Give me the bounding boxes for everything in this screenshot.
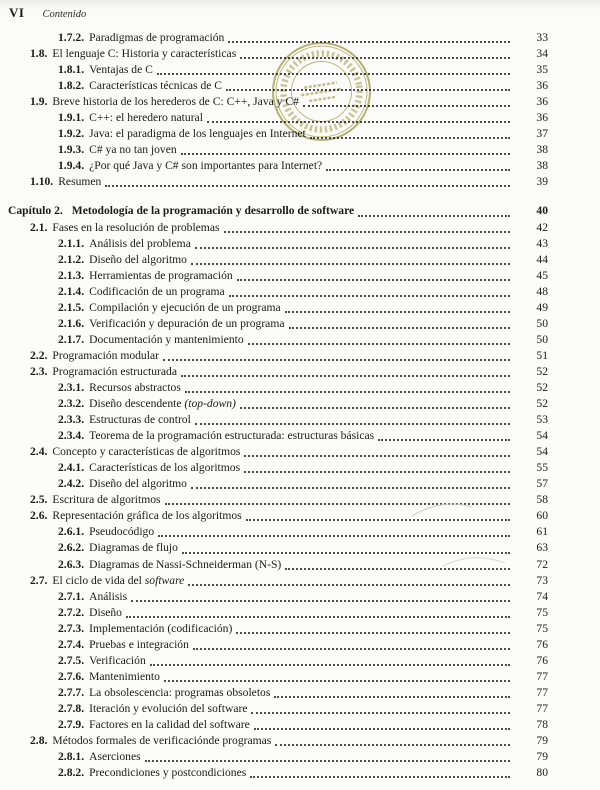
dot-leader	[240, 407, 510, 409]
toc-entry-title: Documentación y mantenimiento	[89, 332, 244, 346]
toc-row	[58, 557, 548, 573]
toc-entry-number: 1.9.3.	[58, 143, 85, 157]
toc-entry-number: 1.8.	[30, 47, 48, 61]
toc-entry-page: 52	[536, 397, 548, 411]
toc-entry-title: Diseño	[89, 605, 122, 619]
toc-entry-title: Escritura de algoritmos	[52, 493, 161, 507]
toc-entry-page: 77	[536, 701, 548, 715]
toc-entry-title: Ventajas de C	[89, 63, 153, 77]
toc-entry-title: Paradigmas de programación	[89, 31, 225, 44]
toc-row	[58, 476, 548, 492]
toc-entry-page: 72	[536, 557, 548, 571]
dot-leader	[195, 247, 510, 249]
toc-entry-page: 76	[536, 653, 548, 667]
toc-entry-title: C++: el heredero natural	[89, 111, 203, 125]
dot-leader	[310, 137, 510, 139]
toc-entry-number: 1.10.	[30, 175, 54, 189]
toc-entry-number: 2.1.4.	[58, 284, 85, 298]
dot-leader	[191, 487, 510, 489]
toc-entry-page: 39	[536, 175, 548, 189]
toc-entry-page: 50	[536, 332, 548, 346]
toc-row	[58, 268, 548, 284]
dot-leader	[105, 185, 510, 187]
toc-entry-page: 37	[536, 127, 548, 141]
toc-entry-page: 75	[536, 621, 548, 635]
toc-entry-number: 2.6.	[30, 509, 48, 523]
dot-leader	[145, 760, 510, 762]
toc-entry-number: 2.6.2.	[58, 541, 85, 555]
toc-entry-title: El lenguaje C: Historia y características	[52, 47, 237, 61]
toc-entry-page: 80	[536, 766, 548, 780]
toc-row	[30, 94, 548, 110]
toc-entry-title: Concepto y características de algoritmos	[52, 445, 241, 459]
page-header	[0, 0, 600, 21]
dot-leader	[157, 73, 510, 75]
toc-entry-title: Recursos abstractos	[89, 380, 181, 394]
toc-row	[30, 220, 548, 236]
toc-row	[58, 236, 548, 252]
dot-leader	[251, 712, 510, 714]
toc-entry-number: 2.6.3.	[58, 557, 85, 571]
dot-leader	[164, 680, 510, 682]
toc-row	[58, 158, 548, 174]
toc-entry-page: 78	[536, 717, 548, 731]
toc-entry-number: 1.8.1.	[58, 63, 85, 77]
toc-entry-number: 2.3.1.	[58, 380, 85, 394]
dot-leader	[240, 57, 510, 59]
dot-leader	[181, 375, 510, 377]
dot-leader	[246, 519, 510, 521]
toc-entry-title: Programación modular	[52, 348, 159, 362]
dot-leader	[289, 327, 511, 329]
toc-entry-title: Java: el paradigma de los lenguajes en Internet	[89, 127, 306, 141]
toc-entry-title: Diseño del algoritmo	[89, 252, 187, 266]
toc-entry-title: Mantenimiento	[89, 669, 160, 683]
toc-row	[58, 78, 548, 94]
dot-leader	[244, 471, 510, 473]
toc-entry-page: 77	[536, 669, 548, 683]
toc-entry-page: 79	[536, 734, 548, 748]
dot-leader	[358, 215, 510, 217]
toc-row	[58, 412, 548, 428]
dot-leader	[285, 311, 510, 313]
toc-entry-page: 58	[536, 493, 548, 507]
toc-row	[58, 300, 548, 316]
toc-entry-page: 51	[536, 348, 548, 362]
toc-entry-number: 2.8.1.	[58, 750, 85, 764]
toc-row	[58, 428, 548, 444]
toc-row	[58, 669, 548, 685]
toc-entry-page: 50	[536, 316, 548, 330]
dot-leader	[207, 121, 510, 123]
toc-entry-number: 2.4.	[30, 445, 48, 459]
toc-row	[30, 492, 548, 508]
toc-entry-title: Estructuras de control	[89, 413, 191, 427]
dot-leader	[250, 776, 510, 778]
toc-entry-title: Herramientas de programación	[89, 268, 233, 282]
dot-leader	[236, 632, 510, 634]
toc-entry-page: 63	[536, 541, 548, 555]
page-number-label: VI	[9, 5, 25, 20]
toc-entry-title-italic: software	[144, 573, 185, 587]
toc-entry-title: Métodos formales de verificaciónde programas	[52, 734, 272, 748]
toc-entry-page: 76	[536, 637, 548, 651]
dot-leader	[303, 105, 510, 107]
dot-leader	[158, 535, 510, 537]
dot-leader	[228, 41, 510, 43]
toc-entry-title: Diagramas de flujo	[89, 541, 178, 555]
toc-row	[58, 110, 548, 126]
dot-leader	[181, 153, 510, 155]
toc-entry-number: 2.3.2.	[58, 397, 85, 411]
dot-leader	[182, 552, 510, 554]
dot-leader	[326, 169, 510, 171]
toc-entry-number: 1.8.2.	[58, 79, 85, 93]
toc-entry-page: 77	[536, 685, 548, 699]
dot-leader	[131, 600, 510, 602]
toc-row	[58, 653, 548, 669]
toc-entry-number: 2.1.7.	[58, 332, 85, 346]
toc-entry-page: 38	[536, 159, 548, 173]
toc-row	[8, 203, 548, 219]
toc-entry-number: 2.1.3.	[58, 268, 85, 282]
toc-row	[58, 605, 548, 621]
dot-leader	[254, 728, 510, 730]
toc-row	[58, 749, 548, 765]
toc-entry-title: Aserciones	[89, 750, 141, 764]
toc-row	[58, 701, 548, 717]
dot-leader	[244, 455, 510, 457]
toc-entry-page: 40	[536, 204, 548, 218]
dot-leader	[163, 359, 510, 361]
toc-row	[58, 396, 548, 412]
toc-entry-page: 33	[536, 31, 548, 44]
toc-entry-page: 61	[536, 525, 548, 539]
toc-entry-number: 2.1.	[30, 220, 48, 234]
dot-leader	[378, 439, 510, 441]
toc-entry-number: 2.7.3.	[58, 621, 85, 635]
toc-entry-number: 1.9.2.	[58, 127, 85, 141]
toc-row	[30, 46, 548, 62]
toc-entry-title: Iteración y evolución del software	[89, 701, 248, 715]
dot-leader	[275, 744, 510, 746]
toc-entry-title: Compilación y ejecución de un programa	[89, 300, 281, 314]
toc-entry-page: 73	[536, 573, 548, 587]
toc-row	[58, 380, 548, 396]
toc-row	[58, 332, 548, 348]
toc-entry-number: 2.1.6.	[58, 316, 85, 330]
toc-entry-title: Programación estructurada	[52, 364, 177, 378]
dot-leader	[191, 263, 510, 265]
toc-entry-page: 36	[536, 95, 548, 109]
toc-entry-title: Verificación	[89, 653, 146, 667]
toc-entry-page: 36	[536, 79, 548, 93]
toc-entry-page: 54	[536, 445, 548, 459]
toc-entry-number: 2.7.7.	[58, 685, 85, 699]
toc-entry-page: 53	[536, 413, 548, 427]
toc-entry-title: Verificación y depuración de un programa	[89, 316, 285, 330]
toc-row	[58, 252, 548, 268]
toc-entry-number: 1.9.1.	[58, 111, 85, 125]
dot-leader	[188, 584, 510, 586]
toc-row	[58, 30, 548, 46]
toc-row	[30, 174, 548, 190]
toc-entry-number: 2.8.2.	[58, 766, 85, 780]
toc-entry-page: 35	[536, 63, 548, 77]
toc-entry-page: 43	[536, 236, 548, 250]
toc-row	[58, 717, 548, 733]
toc-row	[58, 540, 548, 556]
toc-entry-title-italic: (top-down)	[184, 397, 236, 411]
toc-entry-number: 2.7.	[30, 573, 48, 587]
dot-leader	[165, 503, 510, 505]
toc-entry-number: 2.8.	[30, 734, 48, 748]
toc-entry-title: Metodología de la programación y desarrollo de software	[71, 204, 355, 218]
toc-entry-title: Breve historia de los herederos de C: C++, Java y C#	[52, 95, 299, 109]
toc-row	[30, 444, 548, 460]
dot-leader	[126, 616, 510, 618]
dot-leader	[150, 664, 510, 666]
dot-leader	[226, 89, 510, 91]
toc-entry-title: Factores en la calidad del software	[89, 717, 250, 731]
toc-entry-title: Fases en la resolución de problemas	[52, 220, 220, 234]
toc-entry-title: Diseño descendente (top-down)	[89, 397, 236, 411]
toc-row	[58, 316, 548, 332]
toc-row	[58, 524, 548, 540]
toc-row	[58, 460, 548, 476]
toc-row	[58, 589, 548, 605]
toc-entry-number: 2.1.5.	[58, 300, 85, 314]
toc-entry-title: Codificación de un programa	[89, 284, 225, 298]
toc-entry-page: 45	[536, 268, 548, 282]
toc-row	[58, 62, 548, 78]
toc-row	[58, 284, 548, 300]
toc-entry-number: 2.7.4.	[58, 637, 85, 651]
toc-row	[30, 348, 548, 364]
dot-leader	[248, 343, 510, 345]
toc-entry-title: Implementación (codificación)	[89, 621, 233, 635]
dot-leader	[274, 696, 510, 698]
toc-entry-number: 2.5.	[30, 493, 48, 507]
toc-entry-page: 52	[536, 380, 548, 394]
toc-entry-number: 2.2.	[30, 348, 48, 362]
toc-list	[0, 21, 600, 781]
toc-entry-page: 79	[536, 750, 548, 764]
toc-entry-title: Pseudocódigo	[89, 525, 155, 539]
toc-row	[30, 733, 548, 749]
toc-row	[58, 621, 548, 637]
toc-entry-number: 1.9.4.	[58, 159, 85, 173]
toc-entry-page: 75	[536, 605, 548, 619]
toc-entry-title: Representación gráfica de los algoritmos	[52, 509, 242, 523]
toc-entry-number: 2.3.3.	[58, 413, 85, 427]
toc-entry-page: 42	[536, 220, 548, 234]
toc-entry-number: 2.3.4.	[58, 429, 85, 443]
toc-row	[58, 142, 548, 158]
toc-row	[30, 508, 548, 524]
dot-leader	[193, 648, 510, 650]
toc-entry-page: 48	[536, 284, 548, 298]
toc-entry-page: 36	[536, 111, 548, 125]
toc-entry-title: Análisis	[89, 589, 128, 603]
toc-entry-title: Análisis del problema	[89, 236, 191, 250]
toc-row	[30, 364, 548, 380]
toc-row	[58, 637, 548, 653]
toc-entry-page: 52	[536, 364, 548, 378]
toc-entry-number: 1.9.	[30, 95, 48, 109]
toc-entry-page: 34	[536, 47, 548, 61]
toc-row	[58, 685, 548, 701]
toc-entry-number: 2.7.1.	[58, 589, 85, 603]
toc-entry-number: 1.7.2.	[58, 31, 85, 44]
toc-entry-number: 2.7.8.	[58, 701, 85, 715]
toc-entry-page: 60	[536, 509, 548, 523]
toc-entry-page: 54	[536, 429, 548, 443]
toc-entry-number: 2.1.2.	[58, 252, 85, 266]
toc-entry-number: 2.6.1.	[58, 525, 85, 539]
toc-entry-page: 38	[536, 143, 548, 157]
dot-leader	[224, 231, 511, 233]
toc-entry-page: 55	[536, 461, 548, 475]
dot-leader	[285, 568, 510, 570]
toc-entry-title: Características de los algoritmos	[89, 461, 241, 475]
toc-entry-title: La obsolescencia: programas obsoletos	[89, 685, 271, 699]
toc-entry-page: 49	[536, 300, 548, 314]
toc-entry-number: 2.1.1.	[58, 236, 85, 250]
toc-entry-title: Diseño del algoritmo	[89, 477, 187, 491]
toc-entry-page: 57	[536, 477, 548, 491]
toc-entry-number: 2.7.9.	[58, 717, 85, 731]
toc-entry-number: 2.4.2.	[58, 477, 85, 491]
dot-leader	[195, 423, 510, 425]
toc-entry-page: 74	[536, 589, 548, 603]
toc-row	[58, 765, 548, 781]
toc-entry-number: 2.7.2.	[58, 605, 85, 619]
toc-entry-number: 2.4.1.	[58, 461, 85, 475]
toc-entry-title: Características técnicas de C	[89, 79, 223, 93]
toc-entry-title: C# ya no tan joven	[89, 143, 177, 157]
toc-entry-title: Precondiciones y postcondiciones	[89, 766, 247, 780]
toc-entry-title: Diagramas de Nassi-Schneiderman (N-S)	[89, 557, 282, 571]
dot-leader	[185, 391, 510, 393]
toc-entry-title: Resumen	[58, 175, 102, 189]
running-header-title: Contenido	[42, 9, 87, 20]
toc-entry-number: 2.7.6.	[58, 669, 85, 683]
toc-entry-title: Pruebas e integración	[89, 637, 189, 651]
toc-entry-page: 44	[536, 252, 548, 266]
dot-leader	[237, 279, 510, 281]
dot-leader	[229, 295, 510, 297]
toc-row	[30, 573, 548, 589]
toc-entry-number: 2.7.5.	[58, 653, 85, 667]
toc-row	[58, 126, 548, 142]
toc-entry-number: 2.3.	[30, 364, 48, 378]
toc-entry-title: Teorema de la programación estructurada: estructuras básicas	[89, 429, 375, 443]
toc-entry-number: Capítulo 2.	[8, 204, 63, 218]
toc-entry-title: El ciclo de vida del software	[52, 573, 185, 587]
toc-entry-title: ¿Por qué Java y C# son importantes para Internet?	[89, 159, 323, 173]
